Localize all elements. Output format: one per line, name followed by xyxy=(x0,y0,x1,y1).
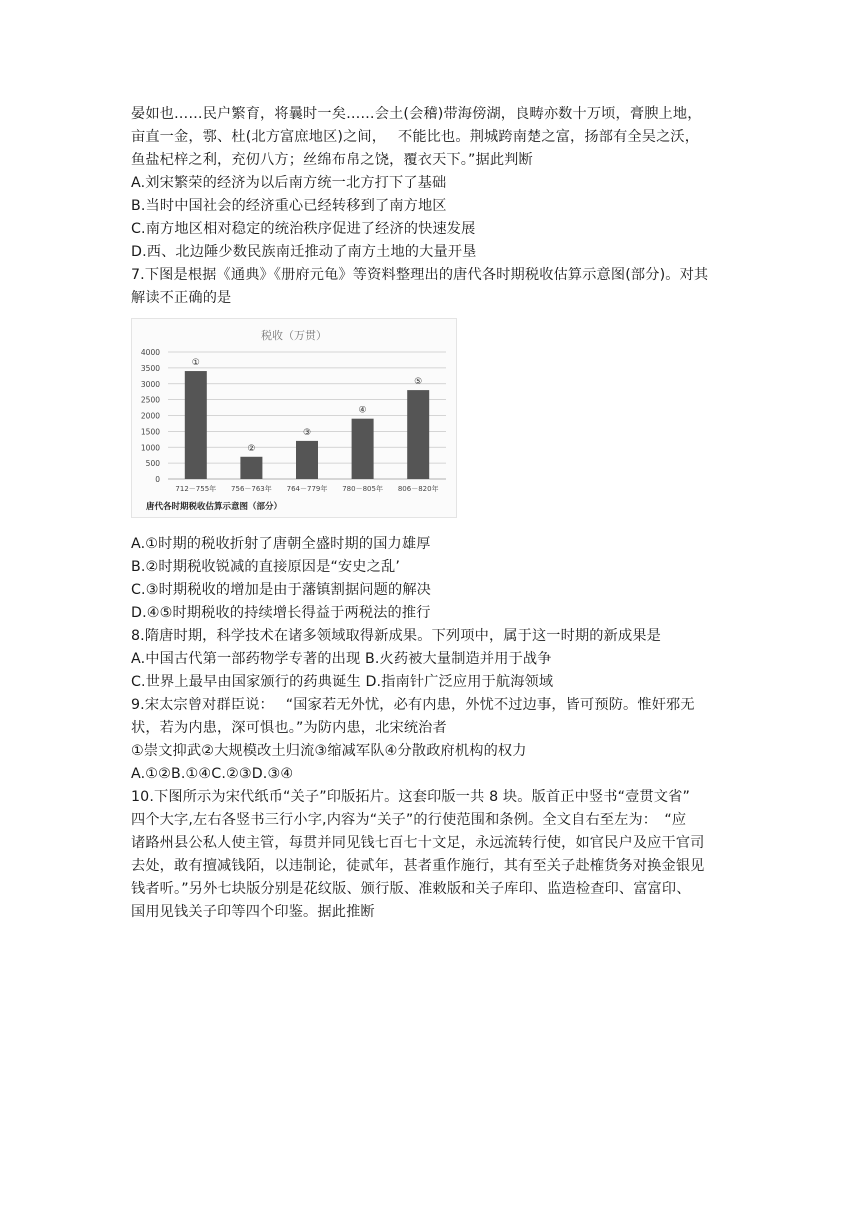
bar-period-label: ③ xyxy=(302,427,312,438)
y-tick-label: 4000 xyxy=(140,348,160,357)
q7-option-a: A.①时期的税收折射了唐朝全盛时期的国力雄厚 xyxy=(131,536,431,552)
q10-text-line-4: 去处，敢有擅减钱陌，以违制论，徒贰年，甚者重作施行，其有至关子赴榷货务对换金银见 xyxy=(131,858,705,874)
y-tick-label: 3500 xyxy=(140,363,160,373)
q10-text-line-2: 四个大字,左右各竖书三行小字,内容为“关子”的行使范围和条例。全文自右至左为： “应 xyxy=(131,812,687,828)
q10-text-line-5: 钱者听。”另外七块版分别是花纹版、颁行版、准敕版和关子库印、监造检查印、富富印、 xyxy=(131,881,691,897)
q7-option-b: B.②时期税收锐减的直接原因是“安史之乱’ xyxy=(131,559,400,575)
x-tick-label: 756－763年 xyxy=(231,485,272,493)
y-tick-label: 2500 xyxy=(140,395,160,405)
bar xyxy=(296,441,318,479)
bar-period-label: ② xyxy=(247,443,256,454)
y-tick-label: 3000 xyxy=(140,379,160,389)
q9-stem-line-2: 状，若为内患，深可惧也。”为防内患，北宋统治者 xyxy=(131,720,447,736)
q8-options-line-1: A.中国古代第一部药物学专著的出现 B.火药被大量制造并用于战争 xyxy=(131,651,552,667)
chart-title: 税收（万贯） xyxy=(261,329,327,342)
y-tick-label: 0 xyxy=(155,475,160,484)
q7-option-d: D.④⑤时期税收的持续增长得益于两税法的推行 xyxy=(131,605,431,621)
bar xyxy=(407,390,429,479)
q8-options-line-2: C.世界上最早由国家颁行的药典诞生 D.指南针广泛应用于航海领域 xyxy=(131,674,554,690)
q10-text-line-3: 诸路州县公私人使主管，每贯并同见钱七百七十文足，永远流转行使，如官民户及应干官司 xyxy=(131,835,705,851)
y-tick-label: 1500 xyxy=(140,427,160,437)
q7-stem-line-1: 7.下图是根据《通典》《册府元龟》等资料整理出的唐代各时期税收估算示意图(部分)。对其 xyxy=(131,267,709,283)
y-tick-label: 500 xyxy=(145,459,160,469)
bar xyxy=(185,371,207,479)
chart-bars xyxy=(175,358,438,493)
q9-options: A.①②B.①④C.②③D.③④ xyxy=(131,766,294,782)
y-tick-label: 2000 xyxy=(140,411,160,421)
tax-chart xyxy=(131,318,457,518)
tax-bar-chart xyxy=(132,319,456,517)
q7-stem-line-2: 解读不正确的是 xyxy=(131,290,232,306)
bar-period-label: ① xyxy=(191,358,200,369)
bar xyxy=(352,419,374,479)
q10-text-line-6: 国用见钱关子印等四个印鉴。据此推断 xyxy=(131,904,375,920)
q6-text-line-3: 鱼盐杞梓之利，充仞八方；丝绵布帛之饶，覆衣天下。”据此判断 xyxy=(131,152,533,168)
q6-option-a: A.刘宋繁荣的经济为以后南方统一北方打下了基础 xyxy=(131,175,447,191)
q6-text-line-1: 晏如也……民户繁育，将曩时一矣……会土(会稽)带海傍湖，良畴亦数十万顷，膏腴上地， xyxy=(131,106,702,122)
q6-option-d: D.西、北边陲少数民族南迁推动了南方土地的大量开垦 xyxy=(131,244,477,260)
q6-text-line-2: 亩直一金，鄠、杜(北方富庶地区)之间， 不能比也。荆城跨南楚之富，扬部有全吴之沃， xyxy=(131,129,700,145)
bar-period-label: ⑤ xyxy=(414,377,423,388)
x-tick-label: 712－755年 xyxy=(175,485,217,493)
y-tick-label: 1000 xyxy=(140,443,160,453)
x-tick-label: 780－805年 xyxy=(342,485,383,493)
q9-stem-line-1: 9.宋太宗曾对群臣说： “国家若无外忧，必有内患，外忧不过边事，皆可预防。惟奸邪无 xyxy=(131,697,695,713)
q6-option-b: B.当时中国社会的经济重心已经转移到了南方地区 xyxy=(131,198,447,214)
q10-text-line-1: 10.下图所示为宋代纸币“关子”印版拓片。这套印版一共 8 块。版首正中竖书“壹贯文省” xyxy=(131,789,690,805)
q6-option-c: C.南方地区相对稳定的统治秩序促进了经济的快速发展 xyxy=(131,221,476,237)
bar xyxy=(240,457,262,479)
q8-stem: 8.隋唐时期，科学技术在诸多领域取得新成果。下列项中，属于这一时期的新成果是 xyxy=(131,628,661,644)
bar-period-label: ④ xyxy=(358,405,367,416)
x-tick-label: 806－820年 xyxy=(397,485,439,493)
x-tick-label: 764－779年 xyxy=(286,485,328,493)
chart-caption: 唐代各时期税收估算示意图（部分） xyxy=(146,502,283,512)
q9-items: ①崇文抑武②大规模改土归流③缩减军队④分散政府机构的权力 xyxy=(131,743,527,759)
q7-option-c: C.③时期税收的增加是由于藩镇割据问题的解决 xyxy=(131,582,431,598)
